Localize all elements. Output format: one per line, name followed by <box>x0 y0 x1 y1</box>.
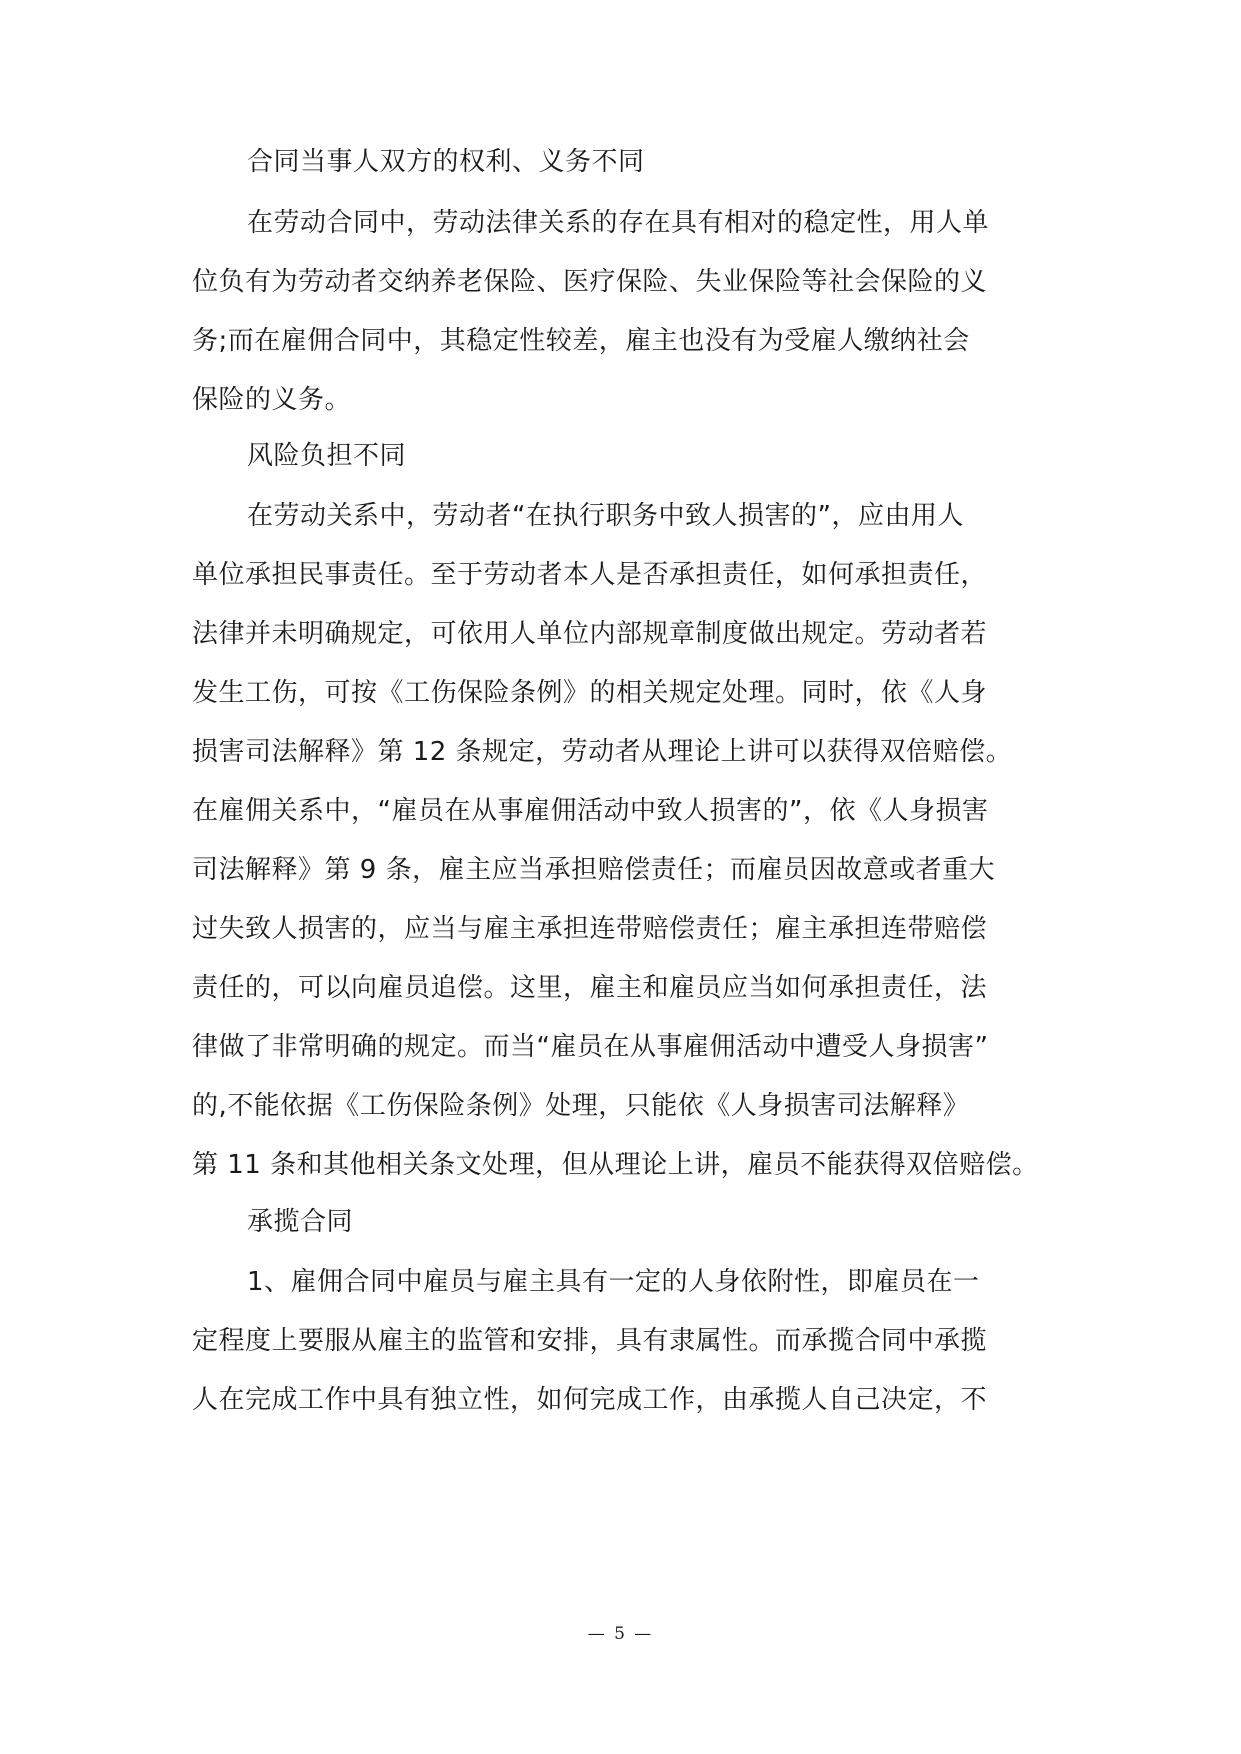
paragraph-line: 法律并未明确规定，可依用人单位内部规章制度做出规定。劳动者若 <box>192 619 988 649</box>
paragraph-line: 在劳动合同中，劳动法律关系的存在具有相对的稳定性，用人单 <box>247 208 990 238</box>
paragraph-line: 损害司法解释》第 12 条规定，劳动者从理论上讲可以获得双倍赔偿。 <box>192 737 1013 767</box>
paragraph-line: 务;而在雇佣合同中，其稳定性较差，雇主也没有为受雇人缴纳社会 <box>192 326 970 356</box>
paragraph-line: 过失致人损害的，应当与雇主承担连带赔偿责任；雇主承担连带赔偿 <box>192 914 988 944</box>
paragraph-line: 在雇佣关系中，“雇员在从事雇佣活动中致人损害的”，依《人身损害 <box>192 796 989 826</box>
paragraph-line: 律做了非常明确的规定。而当“雇员在从事雇佣活动中遭受人身损害” <box>192 1032 989 1062</box>
paragraph-line: 定程度上要服从雇主的监管和安排，具有隶属性。而承揽合同中承揽 <box>192 1326 988 1356</box>
paragraph-line: 司法解释》第 9 条，雇主应当承担赔偿责任；而雇员因故意或者重大 <box>192 855 996 885</box>
heading-contract-work: 承揽合同 <box>247 1207 354 1237</box>
heading-rights-obligations: 合同当事人双方的权利、义务不同 <box>247 147 645 177</box>
paragraph-line: 责任的，可以向雇员追偿。这里，雇主和雇员应当如何承担责任，法 <box>192 973 988 1003</box>
paragraph-line: 在劳动关系中，劳动者“在执行职务中致人损害的”，应由用人 <box>247 501 964 531</box>
paragraph-line: 发生工伤，可按《工伤保险条例》的相关规定处理。同时，依《人身 <box>192 678 988 708</box>
paragraph-line: 的,不能依据《工伤保险条例》处理，只能依《人身损害司法解释》 <box>192 1091 970 1121</box>
heading-risk-burden: 风险负担不同 <box>247 441 407 471</box>
paragraph-line: 1、雇佣合同中雇员与雇主具有一定的人身依附性，即雇员在一 <box>247 1267 980 1297</box>
page-number: — 5 — <box>587 1624 654 1644</box>
paragraph-line: 人在完成工作中具有独立性，如何完成工作，由承揽人自己决定，不 <box>192 1385 988 1415</box>
paragraph-line: 第 11 条和其他相关条文处理，但从理论上讲，雇员不能获得双倍赔偿。 <box>192 1150 1039 1180</box>
paragraph-line: 位负有为劳动者交纳养老保险、医疗保险、失业保险等社会保险的义 <box>192 267 988 297</box>
paragraph-line: 单位承担民事责任。至于劳动者本人是否承担责任，如何承担责任， <box>192 560 988 590</box>
paragraph-line: 保险的义务。 <box>192 385 352 415</box>
